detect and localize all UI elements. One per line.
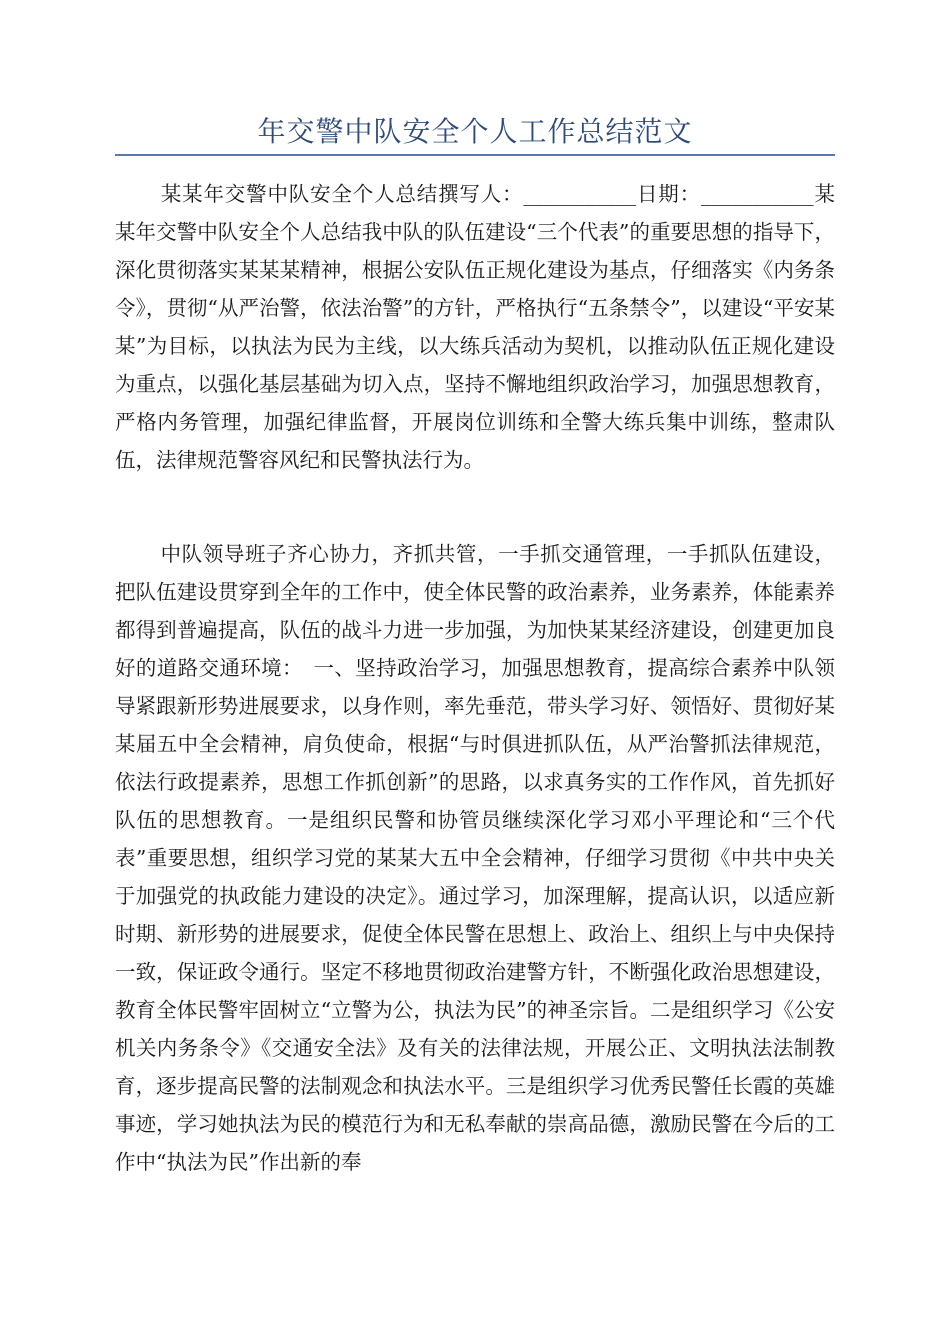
paragraph-1-text: 某某年交警中队安全个人总结撰写人：___________日期：___________某某年交警中队安全个人总结我中队的队伍建设“三个代表”的重要思想的指导下，深化贯彻落实某某某精神，根据公安队伍正规化建设为基点，仔细落实《内务条令》，贯彻“从严治警，依法治警”的方针，严格执行“五条禁令”，以建设“平安某某”为目标，以执法为民为主线，以大练兵活动为契机，以推动队伍正规化建设为重点，以强化基层基础为切入点，坚持不懈地组织政治学习，加强思想教育，严格内务管理，加强纪律监督，开展岗位训练和全警大练兵集中训练，整肃队伍，法律规范警容风纪和民警执法行为。 [115, 182, 835, 472]
paragraph-2-text: 中队领导班子齐心协力，齐抓共管，一手抓交通管理，一手抓队伍建设，把队伍建设贯穿到全年的工作中，使全体民警的政治素养，业务素养，体能素养都得到普遍提高，队伍的战斗力进一步加强，为加快某某经济建设，创建更加良好的道路交通环境： 一、坚持政治学习，加强思想教育，提高综合素养中队领导紧跟新形势进展要求，以身作则，率先垂范，带头学习好、领悟好、贯彻好某某届五中全会精神，肩负使命，根据“与时俱进抓队伍，从严治警抓法律规范，依法行政提素养，思想工作抓创新”的思路，以求真务实的工作作风，首先抓好队伍的思想教育。一是组织民警和协管员继续深化学习邓小平理论和“三个代表”重要思想，组织学习党的某某大五中全会精神，仔细学习贯彻《中共中央关于加强党的执政能力建设的决定》。通过学习，加深理解，提高认识，以适应新时期、新形势的进展要求，促使全体民警在思想上、政治上、组织上与中央保持一致，保证政令通行。坚定不移地贯彻政治建警方针，不断强化政治思想建设，教育全体民警牢固树立“立警为公，执法为民”的神圣宗旨。二是组织学习《公安机关内务条令》《交通安全法》及有关的法律法规，开展公正、文明执法法制教育，逐步提高民警的法制观念和执法水平。三是组织学习优秀民警任长霞的英雄事迹，学习她执法为民的模范行为和无私奉献的崇高品德，激励民警在今后的工作中“执法为民”作出新的奉 [115, 542, 835, 1174]
paragraph-2 [115, 535, 835, 1181]
paragraph-1 [115, 175, 835, 479]
document-title: 年交警中队安全个人工作总结范文 [257, 115, 693, 148]
title-underline [115, 154, 835, 156]
